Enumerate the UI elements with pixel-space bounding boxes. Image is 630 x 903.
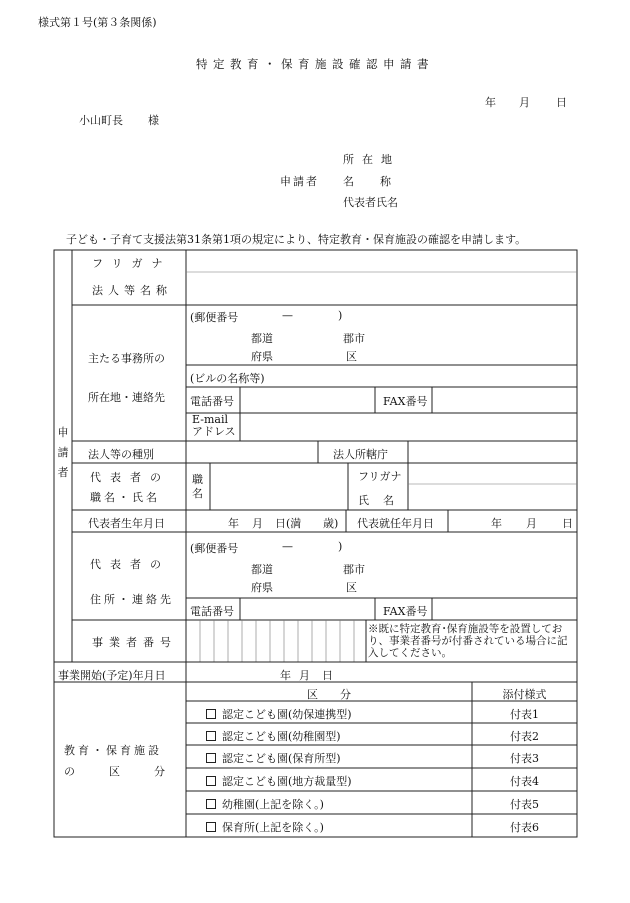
facility-attachment: 付表3 <box>510 752 539 765</box>
operator-no-note: ※既に特定教育･保育施設等を設置しており、事業者番号が付番されている場合に記入してください。 <box>368 623 568 659</box>
start-date-day: 日 <box>322 669 333 682</box>
page-title: 特定教育・保育施設確認申請書 <box>196 57 434 71</box>
office-phone-field[interactable] <box>242 389 374 412</box>
checkbox-icon[interactable] <box>206 753 216 763</box>
office-email-field[interactable] <box>242 415 576 440</box>
corp-name-field[interactable] <box>188 274 576 304</box>
checkbox-icon[interactable] <box>206 731 216 741</box>
rep-name-label: 氏名 <box>358 494 408 507</box>
appointed-year-label: 年 <box>491 517 502 530</box>
rep-fuken-label: 府県 <box>251 581 273 594</box>
addressee: 小山町長 <box>79 114 123 127</box>
facility-attachment: 付表1 <box>510 708 539 721</box>
appointed-day-label: 日 <box>562 517 573 530</box>
rep-name-field[interactable] <box>410 486 576 509</box>
facility-col-category: 区 分 <box>307 688 351 701</box>
facility-category: 幼稚園(上記を除く。) <box>222 798 324 811</box>
corp-type-label: 法人等の種別 <box>88 448 154 461</box>
facility-checkbox-2[interactable] <box>206 728 341 744</box>
rep-label-1: 代表者の <box>90 471 170 484</box>
rep-appointed-label: 代表就任年月日 <box>357 517 434 530</box>
rep-furigana-field[interactable] <box>410 465 576 483</box>
office-postal-dash: — <box>282 309 293 322</box>
rep-gunshi-label: 郡市 <box>343 563 365 576</box>
date-day-label: 日 <box>556 96 567 109</box>
facility-checkbox-3[interactable] <box>206 750 341 766</box>
facility-attachment: 付表4 <box>510 775 539 788</box>
rep-birth-label: 代表者生年月日 <box>88 517 165 530</box>
rep-fax-label: FAX番号 <box>383 605 428 618</box>
rep-addr-label-1: 代表者の <box>90 558 170 571</box>
office-phone-label: 電話番号 <box>190 395 234 408</box>
facility-col-attachment: 添付様式 <box>502 688 547 701</box>
corp-name-label: 法人等名称 <box>92 284 172 297</box>
intro-text: 子ども・子育て支援法第31条第1項の規定により、特定教育・保育施設の確認を申請します。 <box>66 233 527 246</box>
office-postal-close: ) <box>338 309 343 322</box>
rep-fax-field[interactable] <box>434 600 576 619</box>
rep-label-2: 職名・氏名 <box>90 491 160 504</box>
facility-attachment: 付表5 <box>510 798 539 811</box>
office-label-1: 主たる事務所の <box>88 352 165 365</box>
corp-authority-field[interactable] <box>410 443 576 462</box>
form-number: 様式第１号(第３条関係) <box>38 16 157 29</box>
applicant-location-label: 所在地 <box>343 153 400 166</box>
corp-authority-label: 法人所轄庁 <box>333 448 388 461</box>
start-date-year: 年 <box>280 669 291 682</box>
office-label-2: 所在地・連絡先 <box>88 391 165 404</box>
rep-postal-label: (郵便番号 <box>190 542 239 555</box>
facility-category: 認定こども園(幼保連携型) <box>222 708 352 721</box>
office-gunshi-label: 郡市 <box>343 332 365 345</box>
date-month-label: 月 <box>519 96 530 109</box>
office-email-label: E-mail アドレス <box>192 413 236 438</box>
office-fuken-label: 府県 <box>251 350 273 363</box>
applicant-label: 申請者 <box>280 175 319 188</box>
facility-checkbox-1[interactable] <box>206 706 352 722</box>
checkbox-icon[interactable] <box>206 709 216 719</box>
appointed-month-label: 月 <box>526 517 537 530</box>
applicant-representative-label: 代表者氏名 <box>343 196 398 209</box>
corp-type-field[interactable] <box>188 443 317 462</box>
facility-category: 保育所(上記を除く。) <box>222 821 324 834</box>
rep-ku-label: 区 <box>346 581 357 594</box>
office-postal-label: (郵便番号 <box>190 311 239 324</box>
checkbox-icon[interactable] <box>206 799 216 809</box>
corp-furigana-field[interactable] <box>188 252 576 271</box>
birth-age-label: 歳) <box>323 517 339 530</box>
facility-category: 認定こども園(地方裁量型) <box>222 775 352 788</box>
facility-checkbox-5[interactable] <box>206 796 324 812</box>
office-fax-label: FAX番号 <box>383 395 428 408</box>
checkbox-icon[interactable] <box>206 776 216 786</box>
start-date-label: 事業開始(予定)年月日 <box>58 669 166 682</box>
rep-addr-label-2: 住所・連絡先 <box>90 593 174 606</box>
date-year-label: 年 <box>485 96 496 109</box>
start-date-month: 月 <box>299 669 310 682</box>
birth-day-label: 日(満 <box>275 517 302 530</box>
office-todo-label: 都道 <box>251 332 273 345</box>
rep-furigana-label: フリガナ <box>358 470 402 483</box>
facility-attachment: 付表2 <box>510 730 539 743</box>
rep-position-field[interactable] <box>212 465 346 509</box>
facility-attachment: 付表6 <box>510 821 539 834</box>
applicant-side-label: 申 請 者 <box>57 426 69 479</box>
facility-checkbox-4[interactable] <box>206 773 352 789</box>
position-label: 職 名 <box>192 473 203 500</box>
rep-postal-close: ) <box>338 540 343 553</box>
checkbox-icon[interactable] <box>206 822 216 832</box>
office-fax-field[interactable] <box>434 389 576 412</box>
rep-todo-label: 都道 <box>251 563 273 576</box>
office-building-label: (ビルの名称等) <box>190 372 265 385</box>
facility-checkbox-6[interactable] <box>206 819 324 835</box>
rep-postal-dash: — <box>282 540 293 553</box>
birth-year-label: 年 <box>228 517 239 530</box>
rep-phone-field[interactable] <box>242 600 374 619</box>
facility-category: 認定こども園(保育所型) <box>222 752 341 765</box>
facility-label-1: 教育・保育施設 <box>64 744 162 757</box>
applicant-name-label: 名称 <box>343 175 417 188</box>
operator-no-field[interactable] <box>187 621 365 661</box>
facility-label-2: の区分 <box>64 765 199 778</box>
facility-category: 認定こども園(幼稚園型) <box>222 730 341 743</box>
operator-no-label: 事業者番号 <box>92 636 177 649</box>
office-ku-label: 区 <box>346 350 357 363</box>
furigana-label: フリガナ <box>92 257 172 270</box>
birth-month-label: 月 <box>252 517 263 530</box>
rep-phone-label: 電話番号 <box>190 605 234 618</box>
addressee-suffix: 様 <box>148 114 159 127</box>
